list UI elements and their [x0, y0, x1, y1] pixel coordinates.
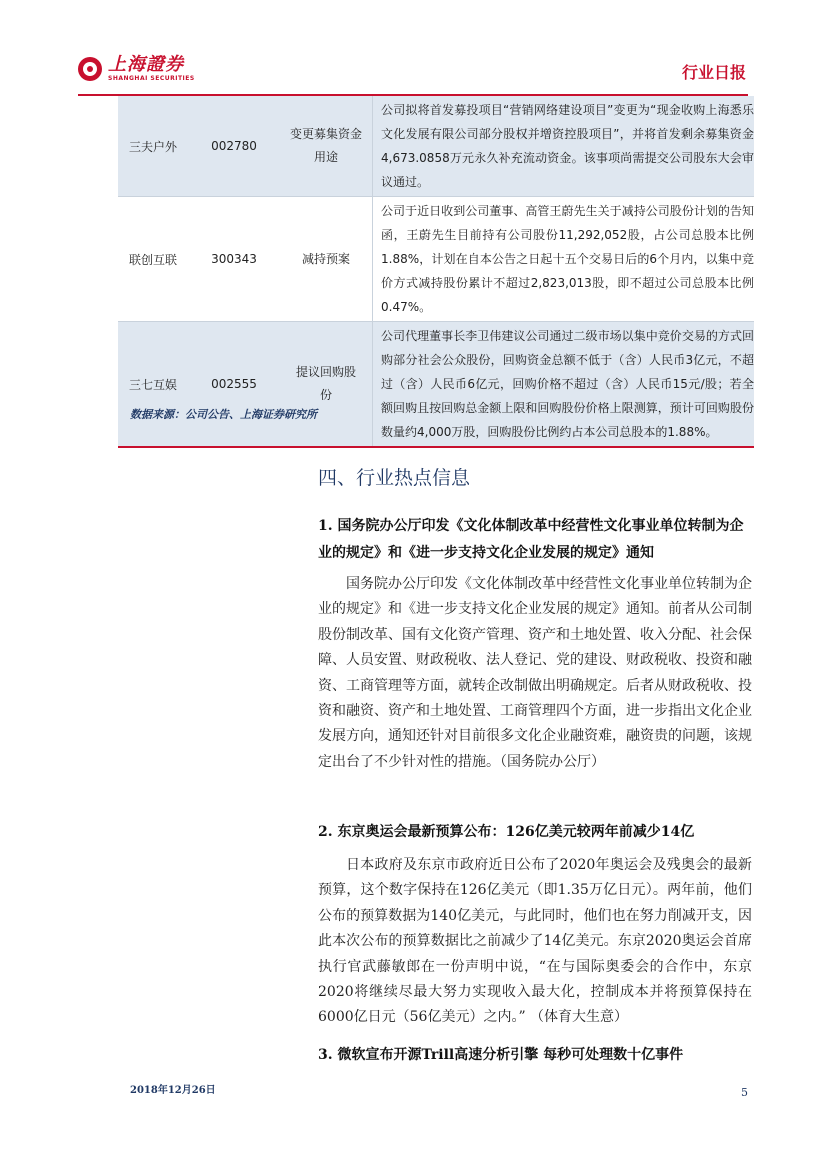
stock-code-cell: 002780 — [188, 96, 280, 197]
event-type-text: 提议回购股份 — [296, 365, 357, 402]
table-row — [118, 197, 754, 322]
event-type-cell — [280, 96, 373, 197]
event-type-cell: 减持预案 — [280, 197, 373, 322]
company-name-cell: 三夫户外 — [118, 96, 188, 197]
event-description-cell: 公司拟将首发募投项目“营销网络建设项目”变更为“现金收购上海悉乐文化发展有限公司部分股权并增资控股项目”，并将首发剩余募集资金4,673.0858万元永久补充流动资金。该事项尚需提交公司股东大会审议通过。 — [373, 96, 755, 197]
company-logo — [78, 56, 195, 82]
data-source-note: 数据来源：公司公告、上海证券研究所 — [130, 408, 317, 421]
news-item-body: 日本政府及东京市政府近日公布了2020年奥运会及残奥会的最新预算，这个数字保持在126亿美元（即1.35万亿日元）。两年前，他们公布的预算数据为140亿美元，与此同时，他们也在努力削减开支，因此本次公布的预算数据比之前减少了14亿美元。东京2020奥运会首席执行官武藤敏郎在一份声明中说，“在与国际奥委会的合作中，东京2020将继续尽最大努力实现收入最大化，控制成本并将预算保持在6000亿日元（56亿美元）之内。” （体育大生意） — [318, 857, 752, 1026]
logo-chinese-name: 上海證券 — [108, 54, 184, 75]
news-item-title: 1. 国务院办公厅印发《文化体制改革中经营性文化事业单位转制为企业的规定》和《进一步支持文化企业发展的规定》通知 — [318, 518, 744, 561]
logo-emblem-icon — [78, 57, 102, 81]
announcement-table — [118, 96, 754, 448]
event-type-cell — [280, 322, 373, 448]
company-name-cell: 三七互娱 — [118, 322, 188, 448]
report-type-label: 行业日报 — [681, 63, 746, 82]
news-item-body: 国务院办公厅印发《文化体制改革中经营性文化事业单位转制为企业的规定》和《进一步支持文化企业发展的规定》通知。前者从公司制股份制改革、国有文化资产管理、资产和土地处置、收入分配、社会保障、人员安置、财政税收、法人登记、党的建设、财政税收、投资和融资、工商管理等方面，就转企改制做出明确规定。后者从财政税收、投资和融资、资产和土地处置、工商管理四个方面，进一步指出文化企业发展方向，通知还针对目前很多文化企业融资难，融资贵的问题，该规定出台了不少针对性的措施。（国务院办公厅） — [318, 576, 752, 770]
company-name-cell: 联创互联 — [118, 197, 188, 322]
section-title: 四、行业热点信息 — [318, 467, 471, 489]
page-number: 5 — [741, 1086, 748, 1099]
page-header — [78, 50, 748, 96]
stock-code-cell: 002555 — [188, 322, 280, 448]
news-item-title: 3. 微软宣布开源Trill高速分析引擎 每秒可处理数十亿事件 — [318, 1047, 684, 1063]
event-type-text: 变更募集资金用途 — [290, 127, 363, 164]
event-description-cell: 公司代理董事长李卫伟建议公司通过二级市场以集中竞价交易的方式回购部分社会公众股份，回购资金总额不低于（含）人民币3亿元，不超过（含）人民币6亿元，回购价格不超过（含）人民币15元/股；若全额回购且按回购总金额上限和回购股份价格上限测算，预计可回购股份数量约4,000万股，回购股份比例约占本公司总股本的1.88%。 — [373, 322, 755, 448]
table-row — [118, 96, 754, 197]
table-row — [118, 322, 754, 448]
news-item-title: 2. 东京奥运会最新预算公布：126亿美元较两年前减少14亿 — [318, 824, 695, 840]
event-description-cell: 公司于近日收到公司董事、高管王蔚先生关于减持公司股份计划的告知函，王蔚先生目前持有公司股份11,292,052股，占公司总股本比例1.88%，计划在自本公告之日起十五个交易日后的6个月内，以集中竞价方式减持股份累计不超过2,823,013股，即不超过公司总股本比例0.47%。 — [373, 197, 755, 322]
logo-english-name: SHANGHAI SECURITIES — [108, 75, 195, 82]
stock-code-cell: 300343 — [188, 197, 280, 322]
report-date: 2018年12月26日 — [130, 1085, 216, 1096]
